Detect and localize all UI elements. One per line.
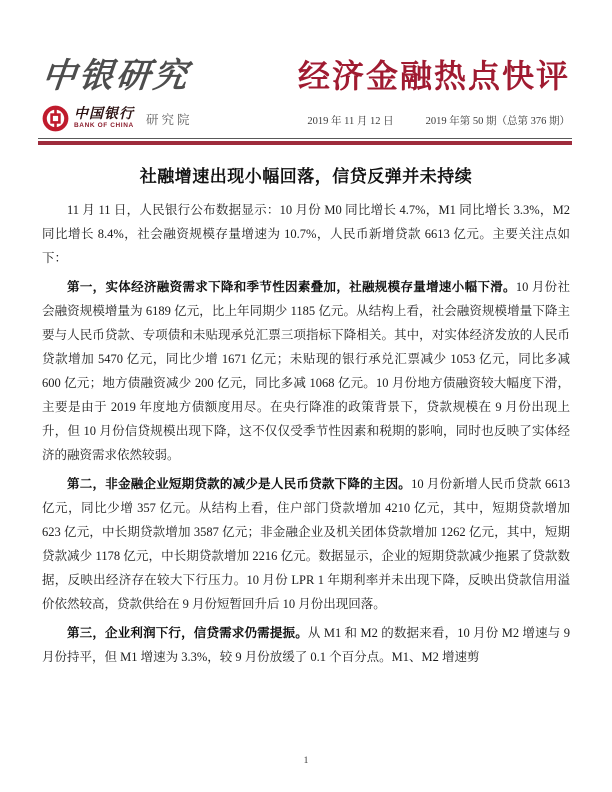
bank-name-block (74, 107, 134, 130)
paragraph-intro-text: 11 月 11 日，人民银行公布数据显示：10 月份 M0 同比增长 4.7%，M1 同比增长 3.3%，M2 同比增长 8.4%，社会融资规模存量增速为 10.7%，人民币新增贷款 6613 亿元。主要关注点如下： (42, 203, 570, 265)
bank-name-en: BANK OF CHINA (74, 122, 134, 129)
paragraph-point-3-lead: 第三，企业利润下行，信贷需求仍需提振。 (67, 626, 308, 640)
publication-title: 经济金融热点快评 (297, 58, 570, 94)
paragraph-point-1-lead: 第一，实体经济融资需求下降和季节性因素叠加，社融规模存量增速小幅下滑。 (67, 280, 516, 294)
paragraph-point-2-text: 10 月份新增人民币贷款 6613 亿元，同比少增 357 亿元。从结构上看，住户部门贷款增加 4210 亿元，其中，短期贷款增加 623 亿元，中长期贷款增加 3587 亿元；非金融企业及机关团体贷款增加 1262 亿元，其中，短期贷款减少 1178 亿元，中长期贷款增加 2216 亿元。数据显示，企业的短期贷款减少拖累了贷款数据，反映出经济存在较大下行压力。10 月份 LPR 1 年期利率并未出现下降，反映出贷款信用溢价依然较高，贷款供给在 9 月份短暂回升后 10 月份出现回落。 (42, 477, 570, 611)
bank-name-cn: 中国银行 (74, 107, 134, 122)
paragraph-point-2 (42, 472, 570, 616)
header-divider (38, 138, 572, 145)
header-divider-thick-line (38, 141, 572, 145)
letterhead-right (298, 54, 570, 128)
paragraph-point-1-text: 10 月份社会融资规模增量为 6189 亿元，比上年同期少 1185 亿元。从结构上看，社会融资规模增量下降主要与人民币贷款、专项债和未贴现承兑汇票三项指标下降相关。其中，对实体经济发放的人民币贷款增加 5470 亿元，同比少增 1671 亿元；未贴现的银行承兑汇票减少 1053 亿元，同比多减 600 亿元；地方债融资减少 200 亿元，同比多减 1068 亿元。10 月份地方债融资较大幅度下滑，主要是由于 2019 年度地方债额度用尽。在央行降准的政策背景下，贷款规模在 9 月份出现上升，但 10 月份信贷规模出现下降，这不仅仅受季节性因素和税期的影响，同时也反映了实体经济的融资需求依然较弱。 (42, 280, 570, 462)
issue-info-row (307, 113, 570, 128)
paragraph-point-3 (42, 621, 570, 669)
paragraph-point-3-text: 从 M1 和 M2 的数据来看，10 月份 M2 增速与 9 月份持平，但 M1 增速为 3.3%，较 9 月份放缓了 0.1 个百分点。M1、M2 增速剪 (42, 626, 570, 664)
brand-calligraphy: 中银研究 (39, 56, 193, 96)
bank-logo (42, 105, 193, 132)
header-divider-thin-line (38, 138, 572, 139)
letterhead (39, 54, 570, 145)
issue-date: 2019 年 11 月 12 日 (307, 116, 394, 127)
paragraph-point-2-lead: 第二，非金融企业短期贷款的减少是人民币贷款下降的主因。 (67, 477, 412, 491)
page-number: 1 (303, 756, 309, 766)
paragraph-point-1 (42, 275, 570, 467)
paragraph-intro (42, 198, 570, 270)
letterhead-left (39, 54, 193, 132)
issue-number: 2019 年第 50 期（总第 376 期） (425, 116, 570, 127)
bank-of-china-coin-icon (42, 105, 69, 132)
letterhead-row (39, 54, 570, 132)
institute-label: 研究院 (146, 112, 193, 127)
article-title: 社融增速出现小幅回落，信贷反弹并未持续 (139, 167, 473, 186)
article (42, 162, 570, 669)
